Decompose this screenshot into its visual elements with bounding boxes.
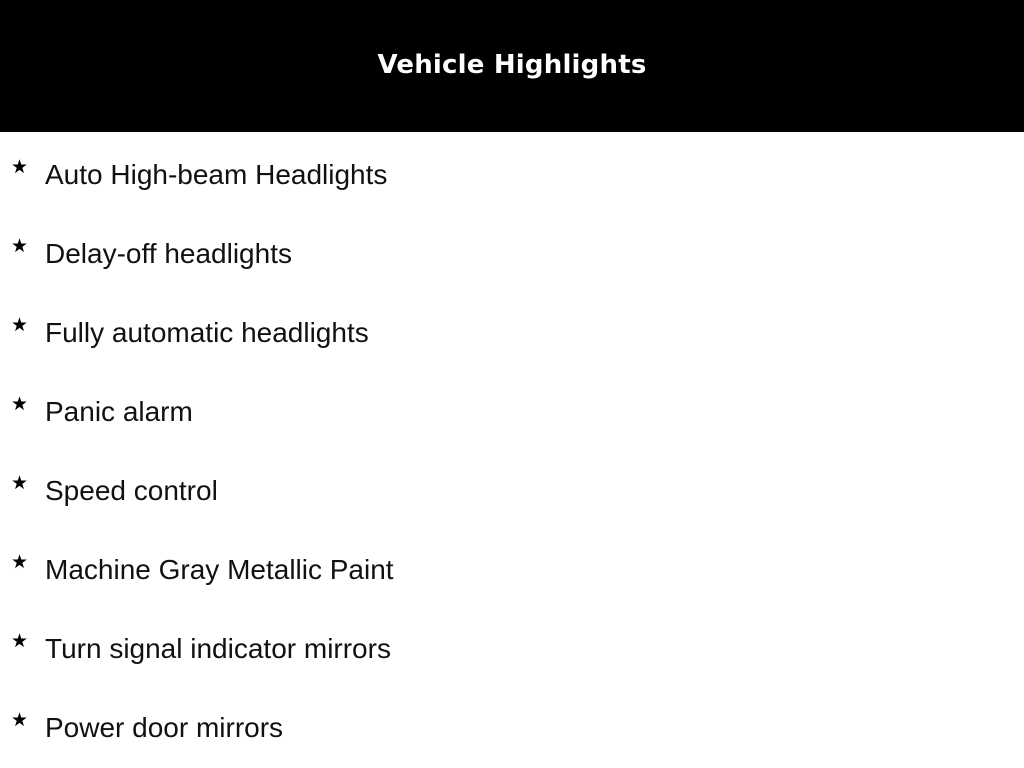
header-bar — [0, 0, 1024, 132]
star-icon: ★ — [11, 156, 29, 178]
highlight-label: Turn signal indicator mirrors — [45, 633, 391, 664]
star-icon: ★ — [11, 393, 29, 415]
highlight-label: Delay-off headlights — [45, 238, 292, 269]
star-icon: ★ — [11, 551, 29, 573]
page-title: Vehicle Highlights — [377, 50, 647, 80]
highlight-label: Fully automatic headlights — [45, 317, 369, 348]
highlight-label: Machine Gray Metallic Paint — [45, 554, 394, 585]
star-icon: ★ — [11, 235, 29, 257]
highlight-label: Speed control — [45, 475, 218, 506]
star-icon: ★ — [11, 630, 29, 652]
highlight-label: Auto High-beam Headlights — [45, 159, 388, 190]
highlight-label: Panic alarm — [45, 396, 193, 427]
star-icon: ★ — [11, 709, 29, 731]
highlight-label: Power door mirrors — [45, 712, 284, 743]
star-icon: ★ — [11, 472, 29, 494]
star-icon: ★ — [11, 314, 29, 336]
